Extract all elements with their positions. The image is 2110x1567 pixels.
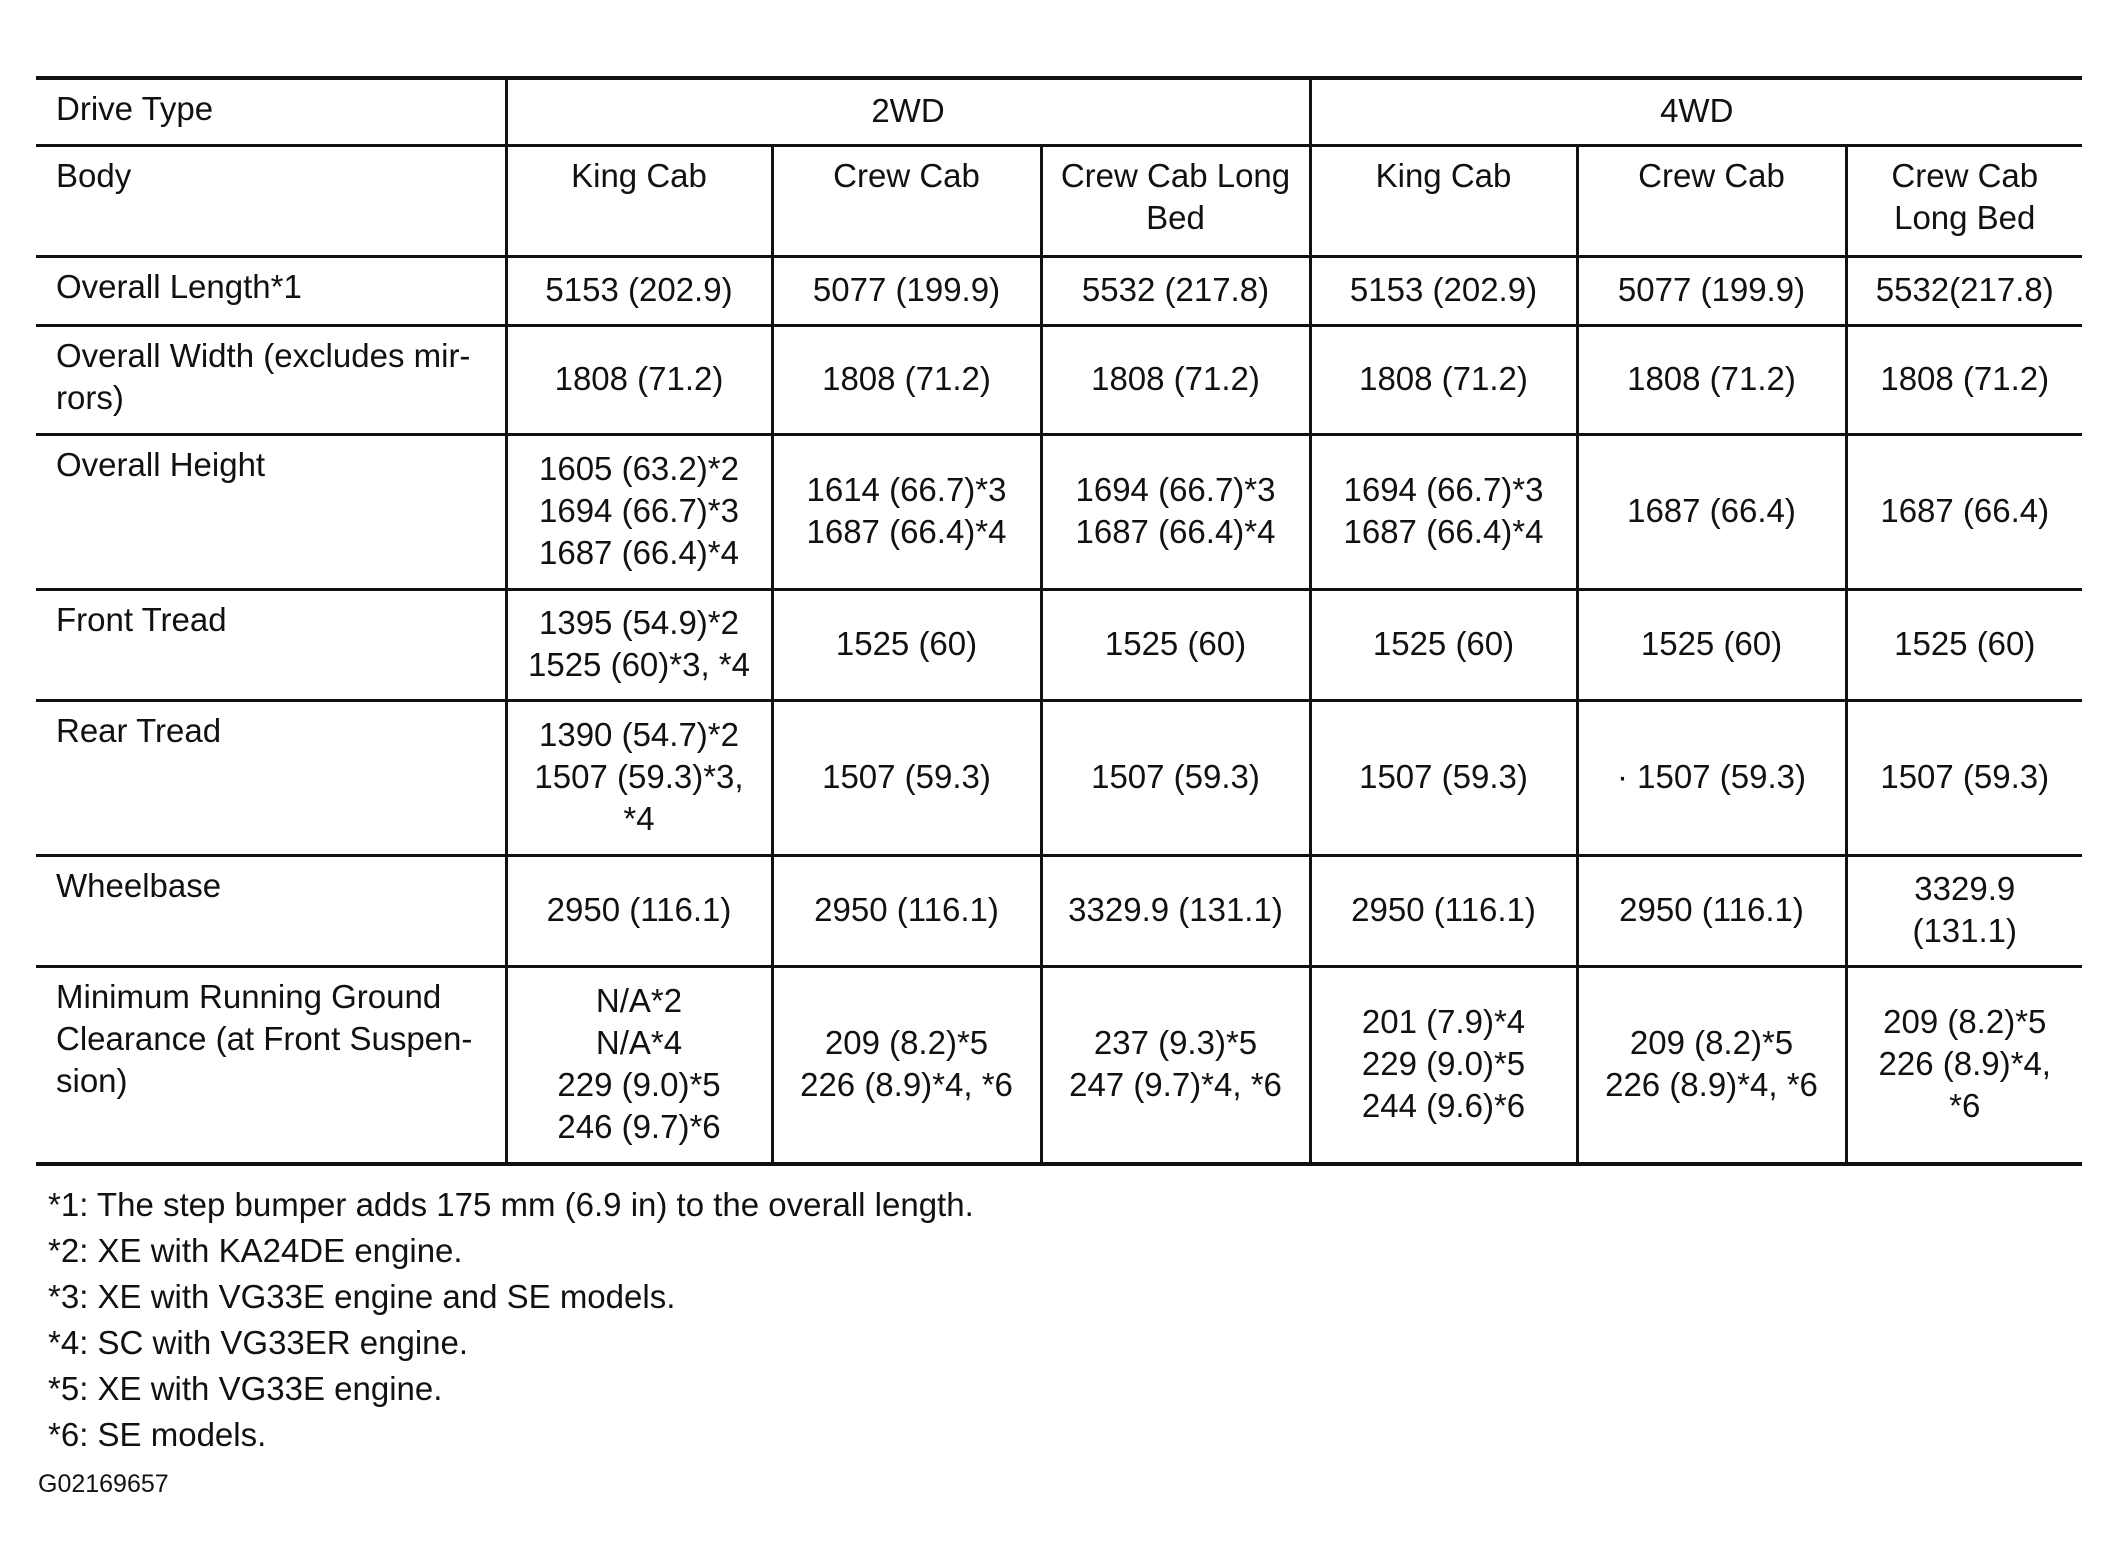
table-cell: 1808 (71.2) bbox=[506, 326, 772, 435]
table-cell: 2950 (116.1) bbox=[1577, 856, 1846, 967]
table-row bbox=[36, 257, 2082, 326]
row-label: Minimum Running Ground Clearance (at Front Suspen- sion) bbox=[56, 978, 473, 1099]
row-label: Overall Width (excludes mir- rors) bbox=[36, 326, 506, 435]
table-cell: 1395 (54.9)*2 1525 (60)*3, *4 bbox=[506, 590, 772, 701]
dimensions-table bbox=[36, 76, 2082, 1166]
row-label: Rear Tread bbox=[36, 701, 506, 856]
body-header: Crew Cab Long Bed bbox=[1846, 146, 2082, 257]
body-header: King Cab bbox=[1310, 146, 1577, 257]
table-cell: 1525 (60) bbox=[1041, 590, 1310, 701]
table-cell: 2950 (116.1) bbox=[1310, 856, 1577, 967]
drive-group-2wd: 2WD bbox=[506, 78, 1310, 146]
body-row bbox=[36, 146, 2082, 257]
table-cell: 3329.9 (131.1) bbox=[1041, 856, 1310, 967]
body-header: Crew Cab bbox=[1577, 146, 1846, 257]
footnote: *3: XE with VG33E engine and SE models. bbox=[48, 1278, 676, 1315]
table-cell: 1525 (60) bbox=[1846, 590, 2082, 701]
table-row bbox=[36, 326, 2082, 435]
table-cell: 1605 (63.2)*2 1694 (66.7)*3 1687 (66.4)*4 bbox=[506, 435, 772, 590]
table-cell: 1525 (60) bbox=[772, 590, 1041, 701]
table-cell: 209 (8.2)*5 226 (8.9)*4, *6 bbox=[1846, 967, 2082, 1165]
body-header: Crew Cab bbox=[772, 146, 1041, 257]
footnote: *1: The step bumper adds 175 mm (6.9 in) to the overall length. bbox=[48, 1186, 974, 1223]
row-label: Overall Length*1 bbox=[36, 257, 506, 326]
drive-group-4wd: 4WD bbox=[1310, 78, 2082, 146]
table-cell: 1525 (60) bbox=[1310, 590, 1577, 701]
footnote: *4: SC with VG33ER engine. bbox=[48, 1324, 469, 1361]
table-cell: 1687 (66.4) bbox=[1846, 435, 2082, 590]
table-cell: 2950 (116.1) bbox=[506, 856, 772, 967]
table-cell: 1694 (66.7)*3 1687 (66.4)*4 bbox=[1310, 435, 1577, 590]
footnote: *5: XE with VG33E engine. bbox=[48, 1370, 443, 1407]
drive-type-label: Drive Type bbox=[36, 78, 506, 146]
table-cell: 1507 (59.3) bbox=[1846, 701, 2082, 856]
table-row bbox=[36, 856, 2082, 967]
table-cell: 1390 (54.7)*2 1507 (59.3)*3, *4 bbox=[506, 701, 772, 856]
row-label: Overall Height bbox=[36, 435, 506, 590]
drive-type-row bbox=[36, 78, 2082, 146]
table-cell: 5077 (199.9) bbox=[772, 257, 1041, 326]
table-cell: N/A*2 N/A*4 229 (9.0)*5 246 (9.7)*6 bbox=[506, 967, 772, 1165]
table-cell: 2950 (116.1) bbox=[772, 856, 1041, 967]
table-cell: 201 (7.9)*4 229 (9.0)*5 244 (9.6)*6 bbox=[1310, 967, 1577, 1165]
row-label: Wheelbase bbox=[36, 856, 506, 967]
table-cell: 237 (9.3)*5 247 (9.7)*4, *6 bbox=[1041, 967, 1310, 1165]
table-cell: 1525 (60) bbox=[1577, 590, 1846, 701]
table-row bbox=[36, 435, 2082, 590]
table-cell: 1808 (71.2) bbox=[1310, 326, 1577, 435]
table-cell: 1507 (59.3) bbox=[1041, 701, 1310, 856]
table-cell: 209 (8.2)*5 226 (8.9)*4, *6 bbox=[772, 967, 1041, 1165]
table-cell: 1808 (71.2) bbox=[1577, 326, 1846, 435]
table-cell: 5532 (217.8) bbox=[1041, 257, 1310, 326]
table-cell: · 1507 (59.3) bbox=[1577, 701, 1846, 856]
table-cell: 1808 (71.2) bbox=[772, 326, 1041, 435]
table-cell: 1808 (71.2) bbox=[1041, 326, 1310, 435]
footnote: *2: XE with KA24DE engine. bbox=[48, 1232, 463, 1269]
table-cell: 1808 (71.2) bbox=[1846, 326, 2082, 435]
table-cell: 1694 (66.7)*3 1687 (66.4)*4 bbox=[1041, 435, 1310, 590]
table-cell: 5153 (202.9) bbox=[1310, 257, 1577, 326]
row-label: Front Tread bbox=[36, 590, 506, 701]
table-row bbox=[36, 701, 2082, 856]
table-cell: 5153 (202.9) bbox=[506, 257, 772, 326]
table-cell: 5532(217.8) bbox=[1846, 257, 2082, 326]
table-cell: 1507 (59.3) bbox=[772, 701, 1041, 856]
body-header: Crew Cab Long Bed bbox=[1041, 146, 1310, 257]
body-label: Body bbox=[36, 146, 506, 257]
table-cell: 1614 (66.7)*3 1687 (66.4)*4 bbox=[772, 435, 1041, 590]
table-cell: 1687 (66.4) bbox=[1577, 435, 1846, 590]
table-cell: 209 (8.2)*5 226 (8.9)*4, *6 bbox=[1577, 967, 1846, 1165]
table-cell: 3329.9 (131.1) bbox=[1846, 856, 2082, 967]
footnote: *6: SE models. bbox=[48, 1416, 267, 1453]
figure-id: G02169657 bbox=[38, 1470, 169, 1498]
footnotes bbox=[48, 1182, 974, 1458]
table-row bbox=[36, 590, 2082, 701]
table-cell: 5077 (199.9) bbox=[1577, 257, 1846, 326]
body-header: King Cab bbox=[506, 146, 772, 257]
table-cell: 1507 (59.3) bbox=[1310, 701, 1577, 856]
table-row bbox=[36, 967, 2082, 1165]
